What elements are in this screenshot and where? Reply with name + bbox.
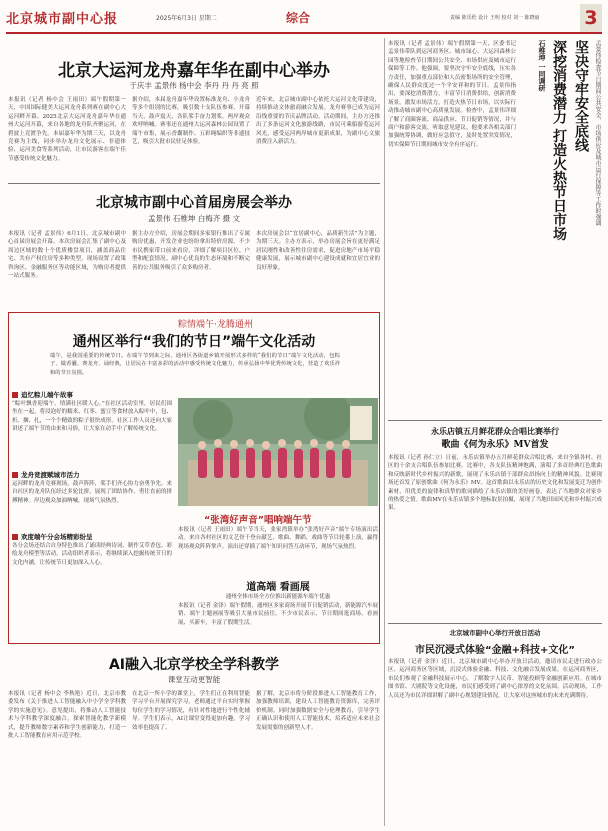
paper-name: 北京城市副中心报 — [6, 12, 119, 27]
longboat-body-col-1: 本报讯（记者 杨中会 王雨田）端午假期第一天，中国国际健美大运河龙舟系列赛在副中心大运河畔开幕。2025北京大运河龙舟嘉年华在通州大运河开幕，来自各地的龙舟队齐聚运河，在碧波上竞渡争先。本届嘉年华为期三天，以龙舟竞赛为主线，同步举办龙舟文化展示、非遗体验、运河美食等系列活动，让市民游客在端午佳节感受传统文化魅力。 — [8, 97, 126, 162]
bullet-icon — [12, 392, 18, 398]
open-day-body: 本报讯（记者 金泽）近日，北京城市副中心举办开放日活动，邀请市民走进行政办公区、运河商务区等区域，沉浸式体验金融、科技、文化融合发展成果。在运河商务区，市民们参观了金融科技展示中心，了解数字人民币、智能投顾等金融创新应用。在城市图书馆、大剧院等文化设施，市民们感受到了副中心浓厚的文化氛围。活动现场，工作人员还为市民详细讲解了副中心规划建设情况，让大家对这座城市的未来充满期待。 — [388, 659, 602, 699]
bullet-icon — [12, 472, 18, 478]
commentary-subtitle: 孟景伟检查节日期间公共安全、市场供应及城市运行保障等工作时强调 — [594, 40, 601, 226]
singing-event-body: 本报讯（记者 王雨田）端午节当天，张家湾镇举办“张湾好声音”端午专场演出活动。来自各村社区的文艺骨干登台献艺，歌曲、舞蹈、戏曲等节目轮番上演，赢得现场观众阵阵掌声。演出还穿插了端午知识问答互动环节，现场气氛热烈。 — [178, 527, 378, 550]
festival-section-1-body: “粽叶飘香迎端午，情满社区暖人心。”在社区活动室里，居民们围坐在一起，将浸泡好的糯米、红枣、蜜豆等食材放入粽叶中，包、折、捆、扎，一个个精致的粽子很快成形。社区工作人员还向大家讲述了端午节的由来和习俗，让大家在动手中了解传统文化。 — [12, 401, 172, 433]
longboat-subtitle: 于庆丰 孟景伟 杨中会 李丹 丹 丹 亮 照 — [129, 81, 259, 90]
song-contest-kicker: 永乐店镇五月鲜花群众合唱比赛举行 — [431, 427, 559, 436]
page-number: 3 — [580, 4, 602, 32]
festival-section-3-heading — [12, 532, 93, 541]
issue-date: 2025年6月3日 星期二 — [156, 15, 217, 22]
festival-photo — [178, 398, 378, 506]
art-show-subtitle: 通州全体市场全方位推出新能源车端午优惠 — [225, 594, 331, 600]
housing-body-col-2: 据主办方介绍，房展会期间多家银行推出了专属购房优惠，开发企业也纷纷拿出特价房源。不少市民携家带口前来看房，详细了解项目区位、户型和配套情况。副中心优良的生态环境和不断完善的公共服务吸引了众多购房者。 — [132, 231, 250, 271]
divider — [388, 420, 602, 421]
festival-section-1-heading — [12, 390, 73, 399]
section-name: 综合 — [286, 11, 311, 25]
ai-education-body-col-1: 本报讯（记者 杨中会 李秋艳）近日，北京市教委发布《关于推进人工智能融入中小学全学科教学的实施意见》。意见提出，将推动人工智能技术与学科教学深度融合，探索智能化教学新模式，提升教师数字素养和学生创新能力，打造一批人工智能教育应用示范学校。 — [8, 691, 126, 740]
ai-education-body-col-3: 据了解，北京市将分阶段推进人工智能教育工作，加强教师培训，建设人工智能教育资源库，完善评价机制。同时加强数据安全与伦理教育，引导学生正确认识和使用人工智能技术，培养适应未来社会发展需要的创新型人才。 — [256, 691, 380, 731]
festival-section-2-heading — [12, 470, 80, 479]
song-contest-headline: 歌曲《何为永乐》MV首发 — [441, 440, 549, 450]
open-day-kicker: 北京城市副中心举行开放日活动 — [449, 629, 541, 637]
art-show-body: 本报讯（记者 金泽）端午假期，通州区多家商场开展节日促销活动，新能源汽车展销、端午主题画展等吸引大量市民前往。不少市民表示，节日期间逛商场、看画展、买新车，丰富了假期生活。 — [178, 603, 378, 626]
housing-subtitle: 孟景伟 石椎坤 白梅齐 摄 文 — [147, 214, 241, 223]
ai-education-headline: AI融入北京学校全学科教学 — [108, 657, 280, 673]
commentary-headline-2: 深挖消费潜力 打造火热节日市场 — [551, 40, 567, 241]
festival-section-1-title: 追忆粽儿端午故事 — [21, 391, 73, 399]
ai-education-body-col-2: 在北京一所小学的课堂上，学生们正在利用智能学习平台开展探究学习。老师通过平台实时掌握每位学生的学习情况，有针对性地进行个性化辅导。学生们表示，AI让课堂变得更加有趣，学习效率也提高了。 — [132, 691, 250, 731]
commentary-body: 本报讯（记者 孟景伟）端午假期第一天，区委书记孟景伟带队到运河商务区、城市绿心、大运河森林公园等地检查节日期间公共安全、市场供应及城市运行保障等工作。他强调，要坚决守牢安全底线，压实各方责任，加强重点部位和人员密集场所的安全管理，确保人民群众度过一个平安祥和的节日。孟景伟指出，要深挖消费潜力，丰富节日消费供给，创新消费场景，激发市场活力，打造火热节日市场，以实际行动推动城市副中心高质量发展。检查中，孟景伟详细了解了商圈客流、商品供应、节日促销等情况，并与商户和游客交流，听取意见建议。他要求各相关部门加强统筹协调，做好应急值守，及时处置突发情况，切实保障节日期间城市安全有序运行。 — [388, 41, 516, 148]
song-contest-body: 本报讯（记者 孙仁立）日前，永乐店镇举办五月鲜花群众合唱比赛，来自全镇各村、社区的十余支合唱队伍参加比赛。比赛中，各支队伍精神饱满，演唱了多首经典红色歌曲和反映新时代乡村振兴的新歌，展现了永乐店镇干部群众昂扬向上的精神风貌。比赛现场还首发了原创歌曲《何为永乐》MV。这首歌曲以永乐店的历史文化和发展变迁为创作素材，用优美的旋律和真挚的歌词描绘了永乐店镇的美好画卷，表达了当地群众对家乡的热爱之情。歌曲MV在永乐店镇多个地标取景拍摄，展现了当地田园风光和乡村振兴成果。 — [388, 455, 602, 512]
festival-section-2-title: 龙舟竞渡赋城市活力 — [21, 471, 80, 479]
ai-education-subtitle: 课堂互动更智能 — [167, 675, 221, 684]
divider — [8, 183, 380, 184]
divider — [388, 623, 602, 624]
commentary-byline: 石椎坤 一同调研 — [538, 40, 547, 92]
longboat-body-col-3: 近年来，北京城市副中心依托大运河文化带建设，持续推动文体旅商融合发展。龙舟赛事已成为运河沿线重要的节庆品牌活动。活动期间，主办方还推出了多条运河文化旅游线路，市民可乘船游览运河风光，感受运河两岸城市更新成果，为副中心文旅消费注入新活力。 — [256, 97, 380, 146]
art-show-headline: 道高端 看画展 — [246, 582, 310, 593]
longboat-headline: 北京大运河龙舟嘉年华在副中心举办 — [58, 61, 330, 81]
open-day-headline: 市民沉浸式体验“金融+科技+文化” — [415, 645, 575, 656]
festival-section-3-title: 欢度端午分会场精彩纷呈 — [21, 533, 93, 541]
longboat-body-col-2: 据介绍，本届龙舟嘉年华设置标准龙舟、小龙舟等多个组别的比赛，吸引数十支队伍参赛。开幕当天，鼓声震天，各队桨手奋力划桨，两岸观众欢呼呐喊。赛事还在通州大运河森林公园设置了端午市集，展示香囊制作、五彩绳编织等非遗技艺，吸引大批市民驻足体验。 — [132, 97, 250, 146]
festival-headline: 通州区举行“我们的节日”端午文化活动 — [72, 334, 316, 350]
editor-credits: 责编 陈乐伦 设计 王明 校对 刘一 陈晓丽 — [450, 15, 540, 21]
performers-photo-image — [178, 398, 378, 506]
housing-headline: 北京城市副中心首届房展会举办 — [96, 195, 292, 211]
commentary-title-block — [518, 40, 602, 412]
commentary-headline-1: 坚决守牢安全底线 — [573, 40, 589, 152]
singing-event-headline: “张湾好声音”唱响端午节 — [204, 515, 312, 526]
column-divider — [384, 38, 385, 826]
masthead — [6, 4, 602, 34]
festival-kicker: 粽情端午·龙腾通州 — [178, 320, 253, 330]
festival-section-2-body: 运河畔的龙舟竞赛现场，鼓声阵阵，桨手们齐心协力奋勇争先。来自社区的龙舟队伍经过多轮比拼，展现了团结协作、勇往直前的拼搏精神。岸边观众加油呐喊，现场气氛热烈。 — [12, 481, 172, 504]
festival-section-3-body: 各分会场还结合自身特色推出了诵读经典诗词、制作艾草香包、彩绘龙舟模型等活动。活动组织者表示，将继续深入挖掘传统节日的文化内涵，让传统节日更加深入人心。 — [12, 543, 172, 566]
housing-body-col-3: 本次房展会以“宜居副中心，品质新生活”为主题，为期三天。主办方表示，举办房展会旨在更好满足居民刚性和改善性住房需求，促进房地产市场平稳健康发展，展示城市副中心建设成就和宜居宜业的良好形象。 — [256, 231, 380, 271]
bullet-icon — [12, 534, 18, 540]
housing-body-col-1: 本报讯（记者 孟景伟）6月1日，北京城市副中心首届房展会开幕。本次房展会汇集了副中心及周边区域的数十个优质楼盘项目，涵盖商品住宅、共有产权住房等多种类型。现场设置了政策咨询区、金融服务区等功能区域，为购房者提供一站式服务。 — [8, 231, 126, 280]
festival-intro: 端午，是我国重要的传统节日。在端午节到来之际，通州区各街道乡镇开展形式多样的“我们的节日”端午文化活动，包粽子、做香囊、赛龙舟、诵经典，让居民在丰富多彩的活动中感受传统文化魅力，传承弘扬中华优秀传统文化，营造了欢乐祥和的节日氛围。 — [50, 353, 340, 376]
